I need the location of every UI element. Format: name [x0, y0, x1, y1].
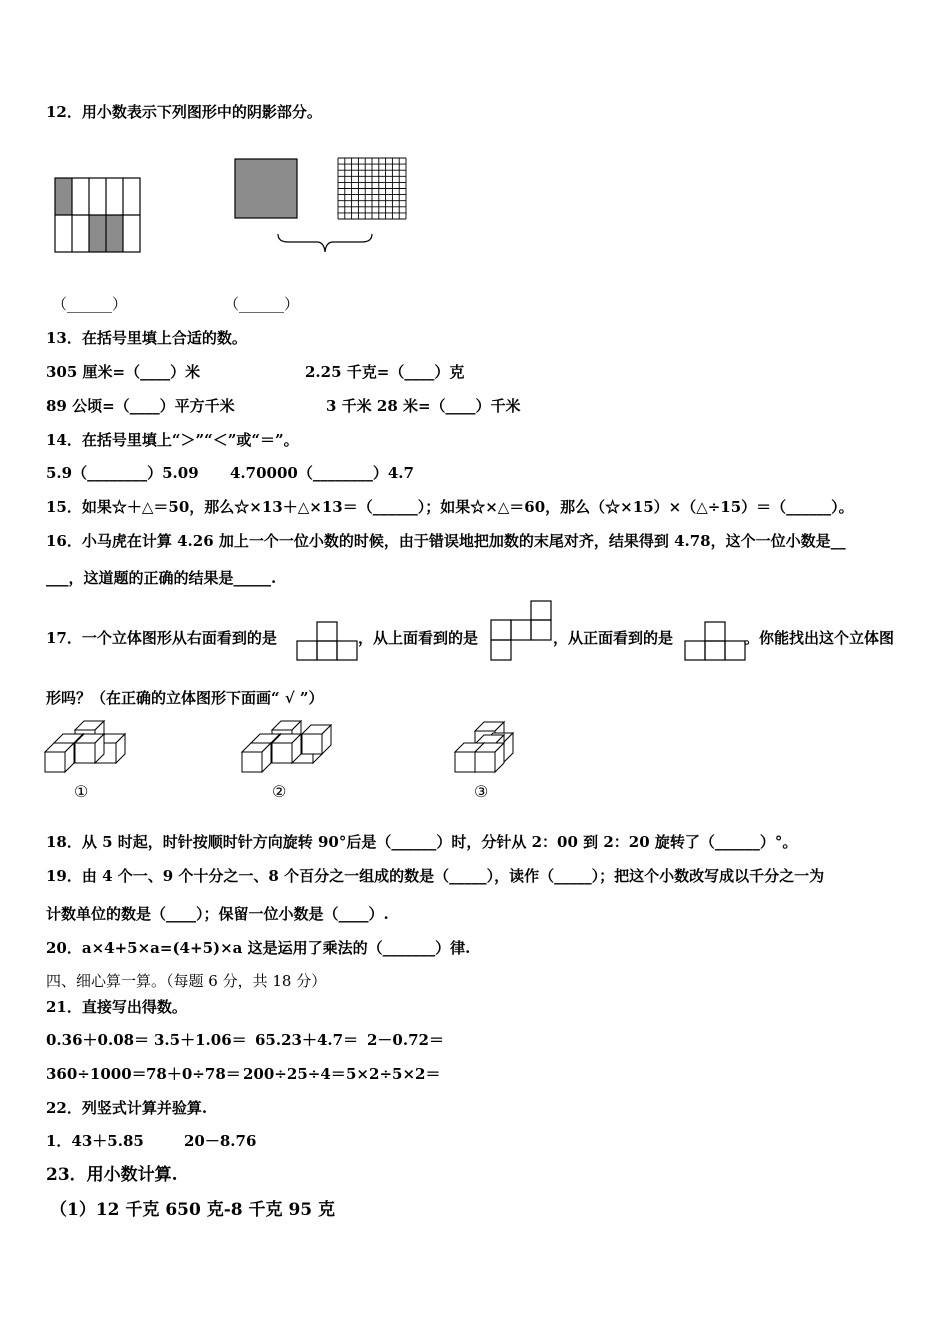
- solid-option-3[interactable]: [454, 722, 514, 774]
- q13-d[interactable]: 3 千米 28 米=（____）千米: [326, 397, 521, 415]
- q23-prompt: 23．用小数计算.: [46, 1165, 178, 1185]
- q21-r2-c1[interactable]: 360÷1000＝: [46, 1065, 147, 1083]
- q19-line2: 计数单位的数是（____）；保留一位小数是（____）.: [46, 905, 389, 923]
- q12-prompt: 12．用小数表示下列图形中的阴影部分。: [46, 103, 322, 121]
- solid-option-1[interactable]: [44, 719, 124, 775]
- q21-r2-c2[interactable]: 78＋0÷78＝: [146, 1065, 241, 1083]
- q23-a[interactable]: （1）12 千克 650 克-8 千克 95 克: [50, 1200, 336, 1220]
- q17-part1: 17．一个立体图形从右面看到的是: [46, 629, 277, 647]
- q17-part2: ，从上面看到的是: [358, 629, 479, 647]
- q12-blank-2[interactable]: （______）: [224, 295, 300, 313]
- q17-line2: 形吗？（在正确的立体图形下面画“ √ ”）: [46, 689, 324, 707]
- q16-line1: 16．小马虎在计算 4.26 加上一个一位小数的时候，由于错误地把加数的末尾对齐，结果得到 4.78，这个一位小数是__: [46, 532, 846, 550]
- q14-prompt: 14．在括号里填上“＞”“＜”或“＝”。: [46, 431, 299, 449]
- shaded-square-figure: [234, 158, 298, 220]
- q13-c[interactable]: 89 公顷=（____）平方千米: [46, 397, 235, 415]
- q13-a[interactable]: 305 厘米=（____）米: [46, 363, 201, 381]
- q21-r1-c2[interactable]: 3.5＋1.06＝: [154, 1031, 247, 1049]
- top-view-figure: [490, 600, 552, 662]
- front-view-figure: [684, 620, 746, 662]
- q16-line2: ___，这道题的正确的结果是_____.: [46, 569, 277, 587]
- q21-r1-c4[interactable]: 2－0.72＝: [367, 1031, 444, 1049]
- option-3-label: ③: [474, 782, 489, 801]
- fraction-grid-figure: [54, 177, 142, 253]
- q14-b[interactable]: 4.70000（________）4.7: [230, 464, 414, 482]
- q21-r2-c4[interactable]: 5×2÷5×2＝: [346, 1065, 441, 1083]
- q20-text: 20．a×4+5×a=(4+5)×a 这是运用了乘法的（_______）律.: [46, 939, 471, 957]
- option-1-label: ①: [74, 782, 89, 801]
- q14-a[interactable]: 5.9（________）5.09: [46, 464, 199, 482]
- q22-b[interactable]: 20－8.76: [184, 1132, 257, 1150]
- q21-r1-c1[interactable]: 0.36＋0.08＝: [46, 1031, 150, 1049]
- q13-prompt: 13．在括号里填上合适的数。: [46, 329, 247, 347]
- q12-blank-1[interactable]: （______）: [52, 295, 128, 313]
- solid-option-2[interactable]: [241, 719, 331, 775]
- q15-text: 15．如果☆＋△＝50，那么☆×13＋△×13＝（______）；如果☆×△＝60，那么（☆×15）×（△÷15）＝（______）。: [46, 498, 854, 516]
- section-4-heading: 四、细心算一算。（每题 6 分，共 18 分）: [46, 972, 327, 990]
- q21-r2-c3[interactable]: 200÷25÷4＝: [243, 1065, 346, 1083]
- q21-prompt: 21．直接写出得数。: [46, 998, 187, 1016]
- q17-part4: 。你能找出这个立体图: [744, 629, 895, 647]
- q21-r1-c3[interactable]: 65.23＋4.7＝: [255, 1031, 359, 1049]
- q22-a[interactable]: 1．43＋5.85: [46, 1132, 144, 1150]
- q19-line1: 19．由 4 个一、9 个十分之一、8 个百分之一组成的数是（_____），读作（_____）；把这个小数改写成以千分之一为: [46, 867, 825, 885]
- right-view-figure: [296, 620, 358, 662]
- q17-part3: ，从正面看到的是: [553, 629, 674, 647]
- q22-prompt: 22．列竖式计算并验算.: [46, 1099, 208, 1117]
- option-2-label: ②: [272, 782, 287, 801]
- q18-text: 18．从 5 时起，时针按顺时针方向旋转 90°后是（______）时，分针从 2：00 到 2：20 旋转了（______）°。: [46, 833, 798, 851]
- q13-b[interactable]: 2.25 千克=（____）克: [305, 363, 465, 381]
- curly-brace: [276, 232, 374, 256]
- hundred-grid-figure: [337, 157, 409, 221]
